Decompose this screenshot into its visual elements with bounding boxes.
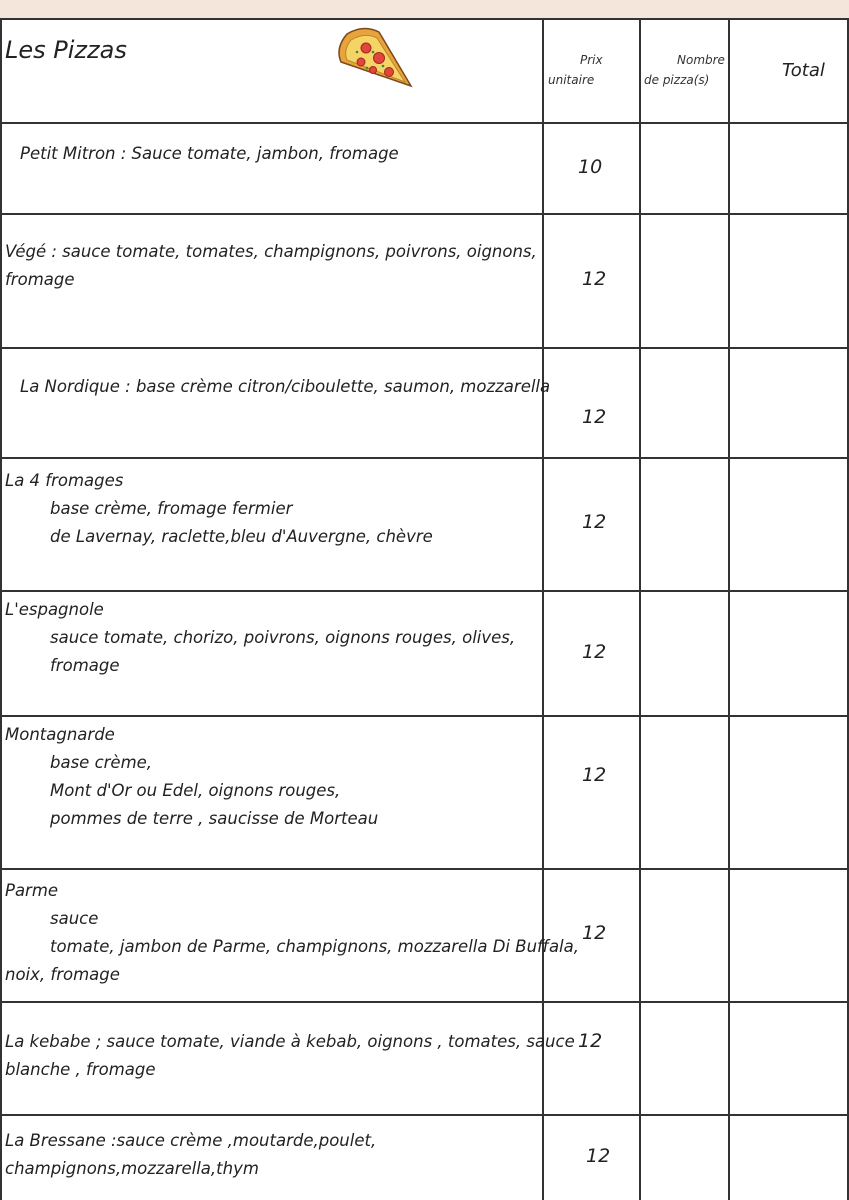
unit-price: 12 (578, 1030, 603, 1052)
pizza-description-line: tomate, jambon de Parme, champignons, mozzarella Di Buffala, (50, 937, 579, 956)
total-cell[interactable] (730, 592, 846, 714)
quantity-cell[interactable] (641, 1003, 727, 1113)
pizza-description-line: de Lavernay, raclette,bleu d'Auvergne, chèvre (50, 527, 433, 546)
total-cell[interactable] (730, 1116, 846, 1200)
prix-header-line1: Prix (580, 53, 603, 67)
unit-price: 12 (582, 406, 607, 428)
quantity-cell[interactable] (641, 870, 727, 1000)
total-cell[interactable] (730, 717, 846, 867)
total-cell[interactable] (730, 459, 846, 589)
total-cell[interactable] (730, 1003, 846, 1113)
pizza-description-line: Parme (5, 881, 59, 900)
row-divider (0, 18, 849, 20)
pizza-description-line: La 4 fromages (5, 471, 124, 490)
top-band (0, 0, 849, 18)
pizza-description-line: sauce (50, 909, 99, 928)
total-header: Total (782, 60, 825, 81)
total-cell[interactable] (730, 215, 846, 346)
pizza-description-line: Mont d'Or ou Edel, oignons rouges, (50, 781, 341, 800)
pizza-description-line: sauce tomate, chorizo, poivrons, oignons rouges, olives, (50, 628, 516, 647)
pizza-description-line: champignons,mozzarella,thym (5, 1159, 259, 1178)
unit-price: 12 (582, 641, 607, 663)
quantity-cell[interactable] (641, 124, 727, 212)
pizza-description-line: La Nordique : base crème citron/ciboulette, saumon, mozzarella (20, 377, 551, 396)
pizza-description-line: base crème, fromage fermier (50, 499, 293, 518)
pizza-slice-icon (333, 24, 413, 88)
pizza-description-line: fromage (5, 270, 75, 289)
table-border-right (847, 18, 849, 1200)
pizza-description-line: base crème, (50, 753, 153, 772)
column-divider-prix (542, 18, 544, 1200)
pizza-order-table (0, 18, 849, 1200)
pizza-description-line: Végé : sauce tomate, tomates, champignons, poivrons, oignons, (5, 242, 537, 261)
quantity-cell[interactable] (641, 215, 727, 346)
quantity-cell[interactable] (641, 459, 727, 589)
unit-price: 12 (582, 268, 607, 290)
unit-price: 12 (582, 511, 607, 533)
pizza-description-line: fromage (50, 656, 120, 675)
table-border-left (0, 18, 2, 1200)
nombre-header-line2: de pizza(s) (644, 73, 710, 87)
pizza-description-line: Petit Mitron : Sauce tomate, jambon, fromage (20, 144, 399, 163)
total-cell[interactable] (730, 349, 846, 456)
unit-price: 12 (586, 1145, 611, 1167)
pizza-description-line: Montagnarde (5, 725, 115, 744)
unit-price: 10 (578, 156, 603, 178)
nombre-header-line1: Nombre (677, 53, 725, 67)
quantity-cell[interactable] (641, 1116, 727, 1200)
pizza-description-line: L'espagnole (5, 600, 104, 619)
pizza-description-line: noix, fromage (5, 965, 120, 984)
quantity-cell[interactable] (641, 717, 727, 867)
pizza-description-line: La kebabe ; sauce tomate, viande à kebab, oignons , tomates, sauce (5, 1032, 575, 1051)
quantity-cell[interactable] (641, 349, 727, 456)
page-title: Les Pizzas (5, 36, 127, 64)
pizza-description-line: pommes de terre , saucisse de Morteau (50, 809, 379, 828)
pizza-description-line: blanche , fromage (5, 1060, 156, 1079)
unit-price: 12 (582, 764, 607, 786)
prix-header-line2: unitaire (548, 73, 595, 87)
total-cell[interactable] (730, 870, 846, 1000)
total-cell[interactable] (730, 124, 846, 212)
quantity-cell[interactable] (641, 592, 727, 714)
unit-price: 12 (582, 922, 607, 944)
pizza-description-line: La Bressane :sauce crème ,moutarde,poulet, (5, 1131, 377, 1150)
